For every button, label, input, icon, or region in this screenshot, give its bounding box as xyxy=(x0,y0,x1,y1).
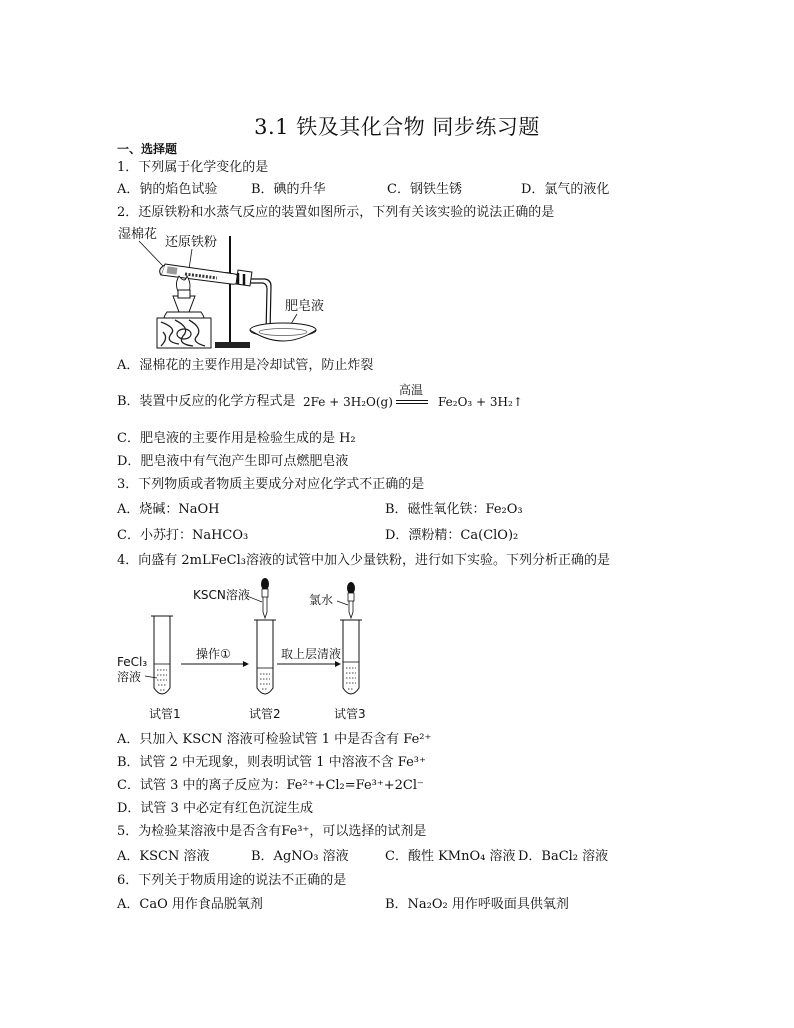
q4-stem: 4．向盛有 2mLFeCl₃溶液的试管中加入少量铁粉，进行如下实验。下列分析正确的是 xyxy=(117,553,610,568)
label-fecl3: FeCl₃ xyxy=(117,655,148,669)
q4-test-tube-figure xyxy=(115,572,390,724)
section-heading: 一、选择题 xyxy=(117,142,178,156)
q3-option-b: B．磁性氧化铁：Fe₂O₃ xyxy=(385,502,523,517)
q2-apparatus-figure xyxy=(117,224,347,354)
q4-option-b: B．试管 2 中无现象，则表明试管 1 中溶液不含 Fe³⁺ xyxy=(117,755,426,770)
q5-option-b: B．AgNO₃ 溶液 xyxy=(251,849,349,864)
kscn-dropper xyxy=(261,578,269,618)
label-tube-1: 试管1 xyxy=(149,707,181,721)
iron-stand xyxy=(213,236,250,348)
tube-2 xyxy=(254,620,276,694)
q1-option-c: C．钢铁生锈 xyxy=(387,182,462,197)
q2-condition-bar-top xyxy=(396,400,428,401)
label-tube-3: 试管3 xyxy=(334,707,366,721)
page-title: 3.1 铁及其化合物 同步练习题 xyxy=(254,115,540,139)
q4-option-c: C．试管 3 中的离子反应为：Fe²⁺+Cl₂=Fe³⁺+2Cl⁻ xyxy=(117,778,424,793)
label-chlorine-water: 氯水 xyxy=(309,593,334,607)
q2-option-c: C．肥皂液的主要作用是检验生成的是 H₂ xyxy=(117,431,356,446)
q5-option-a: A．KSCN 溶液 xyxy=(117,849,210,864)
q2-option-d: D．肥皂液中有气泡产生即可点燃肥皂液 xyxy=(117,454,349,469)
test-tube xyxy=(160,264,240,284)
label-tube-2: 试管2 xyxy=(249,707,281,721)
q1-option-b: B．碘的升华 xyxy=(251,182,326,197)
q4-option-d: D．试管 3 中必定有红色沉淀生成 xyxy=(117,801,313,816)
evaporating-dish xyxy=(250,323,316,341)
q1-option-d: D．氯气的液化 xyxy=(521,182,610,197)
q6-option-a: A．CaO 用作食品脱氧剂 xyxy=(117,897,263,912)
wooden-block xyxy=(157,318,211,348)
tube-1 xyxy=(151,616,173,694)
q3-option-d: D．漂粉精：Ca(ClO)₂ xyxy=(385,528,519,543)
delivery-tube xyxy=(236,270,271,332)
label-kscn: KSCN溶液 xyxy=(193,588,250,602)
q2-condition: 高温 xyxy=(399,383,424,397)
q1-option-a: A．钠的焰色试验 xyxy=(117,182,218,197)
q4-option-a: A．只加入 KSCN 溶液可检验试管 1 中是否含有 Fe²⁺ xyxy=(117,732,432,747)
q6-stem: 6．下列关于物质用途的说法不正确的是 xyxy=(117,873,347,888)
label-wet-cotton: 湿棉花 xyxy=(118,227,158,242)
q6-option-b: B．Na₂O₂ 用作呼吸面具供氧剂 xyxy=(385,897,569,912)
q3-option-c: C．小苏打：NaHCO₃ xyxy=(117,528,249,543)
label-iron-powder: 还原铁粉 xyxy=(165,235,218,250)
q2-equation-right: Fe₂O₃ + 3H₂↑ xyxy=(438,395,523,409)
label-operation-1: 操作① xyxy=(196,647,231,661)
q5-option-c: C．酸性 KMnO₄ 溶液 xyxy=(385,849,516,864)
label-soap-solution: 肥皂液 xyxy=(285,299,325,314)
q2-option-b-prefix: B．装置中反应的化学方程式是 xyxy=(117,394,296,409)
label-take-supernatant: 取上层清液 xyxy=(281,647,342,661)
q3-option-a: A．烧碱：NaOH xyxy=(117,502,220,517)
label-solution: 溶液 xyxy=(117,670,142,684)
q2-equation-left: 2Fe + 3H₂O(g) xyxy=(303,395,393,409)
q5-stem: 5．为检验某溶液中是否含有Fe³⁺，可以选择的试剂是 xyxy=(117,824,427,839)
chlorine-dropper xyxy=(347,582,355,618)
q2-stem: 2．还原铁粉和水蒸气反应的装置如图所示，下列有关该实验的说法正确的是 xyxy=(117,205,555,220)
q2-condition-bar-bottom xyxy=(396,403,428,404)
q3-stem: 3．下列物质或者物质主要成分对应化学式不正确的是 xyxy=(117,477,425,492)
q5-option-d: D．BaCl₂ 溶液 xyxy=(518,849,609,864)
q2-option-a: A．湿棉花的主要作用是冷却试管，防止炸裂 xyxy=(117,358,374,373)
tube-3 xyxy=(340,620,362,694)
q1-stem: 1．下列属于化学变化的是 xyxy=(117,160,269,175)
